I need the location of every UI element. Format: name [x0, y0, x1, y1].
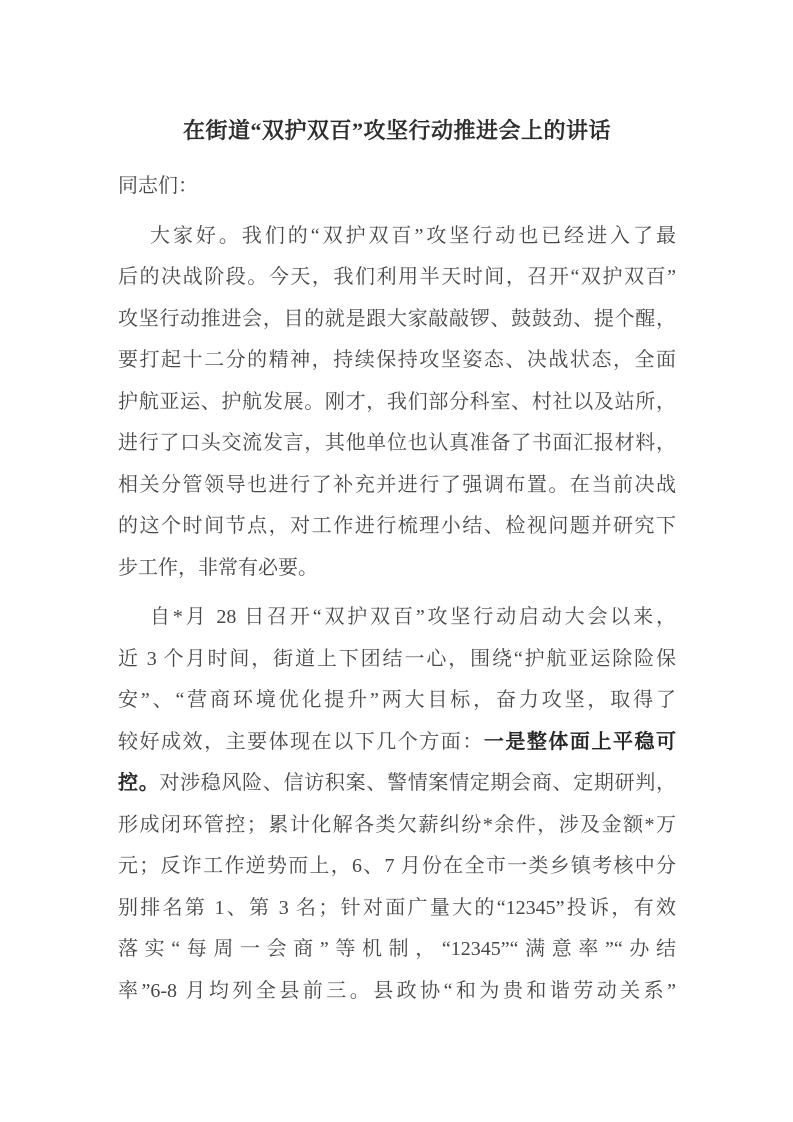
text-line [118, 299, 676, 341]
body-text: 相关分管领导也进行了补充并进行了强调布置。在当前决战 [118, 473, 676, 496]
body-text: 的这个时间节点，对工作进行梳理小结、检视问题并研究下 [118, 515, 676, 537]
text-line [118, 722, 676, 764]
text-line [118, 257, 676, 299]
body-text: 自*月 28 日召开“双护双百”攻坚行动启动大会以来， [150, 606, 676, 628]
text-line [118, 971, 676, 1013]
salutation: 同志们： [118, 175, 198, 197]
body-text: 要打起十二分的精神，持续保持攻坚姿态、决战状态，全面 [118, 349, 676, 371]
text-line [118, 597, 676, 639]
text-line [118, 763, 676, 805]
text-line [118, 680, 676, 722]
text-line [118, 888, 676, 930]
body-text: 步工作，非常有必要。 [118, 556, 318, 579]
body-text: 率”6-8 月均列全县前三。县政协“和为贵和谐劳动关系” [118, 979, 676, 1002]
body-text: 近 3 个月时间，街道上下团结一心，围绕“护航亚运除险保 [118, 647, 676, 670]
body-text: 攻坚行动推进会，目的就是跟大家敲敲锣、鼓鼓劲、提个醒， [118, 307, 676, 330]
text-line [118, 382, 676, 424]
body-text: 较好成效，主要体现在以下几个方面： [118, 730, 484, 753]
text-line [118, 216, 676, 258]
body-text: 对涉稳风险、信访积案、警情案情定期会商、定期研判， [159, 772, 677, 794]
text-line [118, 805, 676, 847]
body-text: 后的决战阶段。今天，我们利用半天时间，召开“双护双百” [118, 266, 676, 288]
body-text: 进行了口头交流发言，其他单位也认真准备了书面汇报材料， [118, 432, 676, 454]
body-text: 大家好。我们的“双护双百”攻坚行动也已经进入了最 [150, 224, 676, 247]
text-line [118, 846, 676, 888]
body-text: 落实“每周一会商”等机制，“12345”“满意率”“办结 [118, 938, 676, 960]
emphasis-text: 一是整体面上平稳可 [483, 730, 677, 753]
emphasis-text: 控。 [118, 772, 160, 794]
paragraph-opening [118, 216, 676, 590]
document-body [118, 216, 676, 1013]
document-title: 在街道“双护双百”攻坚行动推进会上的讲话 [182, 118, 611, 143]
body-text: 元；反诈工作逆势而上，6、7 月份在全市一类乡镇考核中分 [118, 855, 676, 877]
text-line [118, 340, 676, 382]
body-text: 形成闭环管控；累计化解各类欠薪纠纷*余件，涉及金额*万 [118, 813, 676, 836]
body-text: 安”、“营商环境优化提升”两大目标，奋力攻坚，取得了 [118, 689, 676, 711]
body-text: 别排名第 1、第 3 名；针对面广量大的“12345”投诉，有效 [118, 896, 676, 919]
text-line [118, 423, 676, 465]
text-line [118, 506, 676, 548]
text-line [118, 465, 676, 507]
text-line [118, 548, 676, 590]
body-text: 护航亚运、护航发展。刚才，我们部分科室、村社以及站所， [118, 390, 676, 413]
paragraph-achievements [118, 597, 676, 1012]
text-line [118, 639, 676, 681]
text-line [118, 929, 676, 971]
